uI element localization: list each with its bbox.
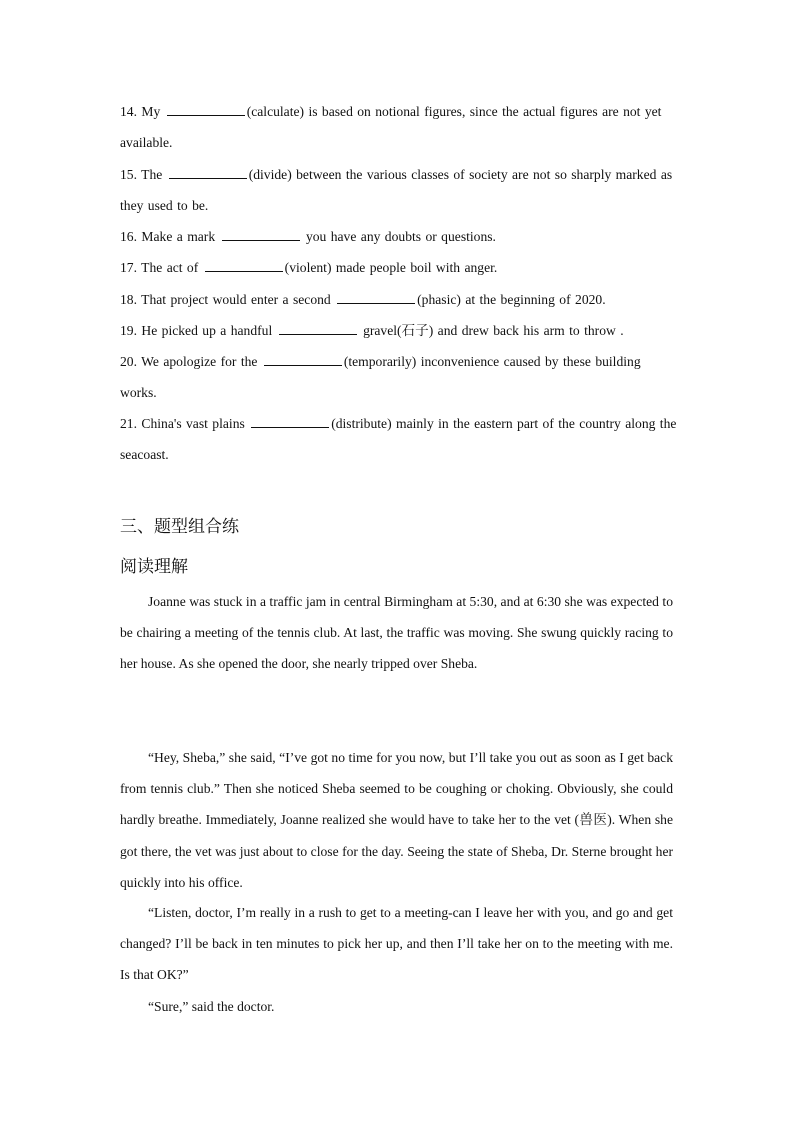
answer-blank[interactable]	[337, 290, 415, 304]
exercise-text-after: (divide) between the various classes of society are not so sharply marked as they used to be.	[120, 167, 673, 213]
exercise-16	[120, 221, 680, 252]
exercise-text-before: We apologize for the	[141, 354, 258, 369]
exercise-text-before: The act of	[141, 260, 199, 275]
answer-blank[interactable]	[279, 321, 357, 335]
reading-title: 阅读理解	[120, 557, 188, 577]
exercise-text-before: The	[141, 167, 163, 182]
exercise-number: 19.	[120, 323, 137, 338]
exercise-text-after: gravel(石子) and drew back his arm to throw .	[363, 323, 624, 338]
exercise-text-before: My	[141, 104, 161, 119]
exercise-20	[120, 346, 680, 408]
exercise-number: 18.	[120, 292, 137, 307]
exercise-21	[120, 408, 680, 470]
exercise-15	[120, 159, 680, 221]
exercise-19	[120, 315, 680, 346]
exercise-text-after: (phasic) at the beginning of 2020.	[417, 292, 606, 307]
exercise-text-after: (distribute) mainly in the eastern part of the country along the seacoast.	[120, 416, 677, 462]
reading-paragraph: Joanne was stuck in a traffic jam in central Birmingham at 5:30, and at 6:30 she was expected to be chairing a meeting of the tennis club. At last, the traffic was moving. She swung quickly racing to her house. As she opened the door, she nearly tripped over Sheba.	[120, 594, 673, 672]
exercise-18	[120, 284, 680, 315]
exercise-text-after: (temporarily) inconvenience caused by these building works.	[120, 354, 641, 400]
exercise-text-after: (calculate) is based on notional figures, since the actual figures are not yet available.	[120, 104, 662, 150]
exercise-text-before: That project would enter a second	[141, 292, 331, 307]
answer-blank[interactable]	[169, 165, 247, 179]
exercise-number: 21.	[120, 416, 137, 431]
reading-paragraph: “Listen, doctor, I’m really in a rush to get to a meeting-can I leave her with you, and go and get changed? I’ll be back in ten minutes to pick her up, and then I’ll take her on to the meeting with me. Is that OK?”	[120, 905, 673, 983]
exercise-text-after: you have any doubts or questions.	[305, 229, 496, 244]
answer-blank[interactable]	[205, 258, 283, 272]
answer-blank[interactable]	[167, 102, 245, 116]
exercise-text-after: (violent) made people boil with anger.	[284, 260, 498, 275]
exercise-text-before: China's vast plains	[141, 416, 245, 431]
exercise-number: 15.	[120, 167, 137, 182]
exercise-number: 17.	[120, 260, 137, 275]
answer-blank[interactable]	[251, 414, 329, 428]
exercise-number: 14.	[120, 104, 137, 119]
exercise-17	[120, 252, 680, 283]
exercise-text-before: Make a mark	[141, 229, 216, 244]
reading-paragraph: “Hey, Sheba,” she said, “I’ve got no time for you now, but I’ll take you out as soon as I get back from tennis club.” Then she noticed Sheba seemed to be coughing or choking. Obviously, she could hardly breathe. Immediately, Joanne realized she would have to take her to the vet (兽医). When she got there, the vet was just about to close for the day. Seeing the state of Sheba, Dr. Sterne brought her quickly into his office.	[120, 750, 673, 890]
exercise-text-before: He picked up a handful	[141, 323, 273, 338]
reading-paragraph: “Sure,” said the doctor.	[148, 999, 275, 1014]
exercise-14	[120, 96, 680, 158]
section-title: 三、题型组合练	[120, 517, 239, 537]
answer-blank[interactable]	[264, 352, 342, 366]
exercise-number: 16.	[120, 229, 137, 244]
exercise-number: 20.	[120, 354, 137, 369]
answer-blank[interactable]	[222, 227, 300, 241]
